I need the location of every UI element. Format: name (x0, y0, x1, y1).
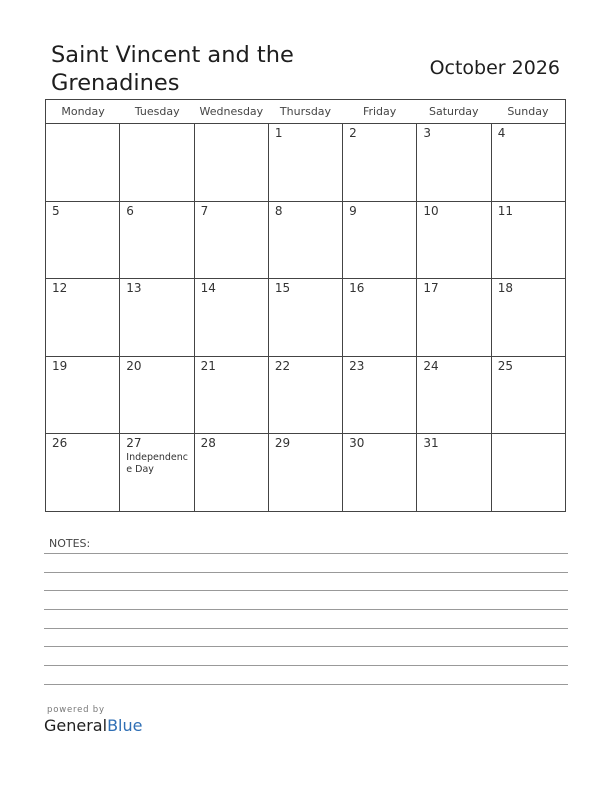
day-number: 31 (423, 436, 439, 450)
day-number: 15 (274, 281, 291, 295)
day-cell (417, 279, 491, 356)
day-cell (492, 434, 565, 512)
day-cell (269, 279, 343, 356)
day-number: 19 (52, 358, 68, 373)
day-number: 21 (200, 358, 216, 373)
day-cell (343, 434, 417, 512)
week-row (46, 357, 565, 435)
day-number: 5 (52, 203, 60, 218)
day-number: 10 (423, 203, 439, 218)
generalblue-logo[interactable] (44, 716, 142, 736)
week-row (46, 279, 565, 357)
day-number: 13 (126, 281, 142, 295)
brand-blue: Blue (107, 716, 143, 735)
month-label: October 2026 (429, 57, 560, 79)
day-number: 30 (349, 436, 365, 450)
day-number: 28 (200, 436, 216, 450)
note-line (44, 665, 568, 666)
weekday-thursday: Thursday (279, 105, 332, 118)
day-cell (269, 202, 343, 279)
weekday-saturday: Saturday (428, 105, 479, 118)
day-cell (195, 124, 269, 201)
note-line (44, 684, 568, 685)
day-cell (269, 434, 343, 512)
day-cell (120, 434, 194, 512)
day-cell (46, 124, 120, 201)
day-cell (195, 357, 269, 434)
day-cell (120, 357, 194, 434)
day-cell (46, 279, 120, 356)
day-cell (492, 357, 565, 434)
day-cell (46, 202, 120, 279)
day-cell (343, 202, 417, 279)
day-cell (417, 434, 491, 512)
powered-by-label: powered by (47, 705, 105, 715)
note-line (44, 646, 568, 647)
day-number: 25 (497, 358, 513, 373)
day-number: 24 (423, 358, 439, 373)
day-cell (195, 202, 269, 279)
day-number: 8 (274, 203, 283, 218)
day-cell (46, 357, 120, 434)
day-cell (343, 124, 417, 201)
week-row (46, 202, 565, 280)
weekday-tuesday: Tuesday (134, 105, 180, 118)
weekday-sunday: Sunday (507, 105, 549, 118)
day-number: 14 (200, 281, 216, 295)
notes-label: NOTES: (49, 537, 91, 550)
day-number: 12 (52, 281, 68, 295)
note-line (44, 553, 568, 554)
note-line (44, 572, 568, 573)
day-cell (195, 279, 269, 356)
day-number: 18 (497, 281, 513, 295)
calendar-grid (45, 99, 566, 512)
weekday-monday: Monday (61, 105, 105, 118)
day-number: 9 (349, 203, 357, 218)
calendar-title: Saint Vincent and the Grenadines (51, 42, 294, 96)
day-cell (343, 357, 417, 434)
holiday-label: Independence Day (126, 452, 188, 475)
day-number: 16 (349, 281, 365, 295)
day-cell (120, 279, 194, 356)
week-row (46, 124, 565, 202)
day-number: 22 (274, 358, 291, 373)
brand-general: General (44, 716, 108, 735)
day-cell (417, 202, 491, 279)
day-number: 2 (349, 126, 357, 140)
note-line (44, 609, 568, 610)
day-cell (120, 202, 194, 279)
day-cell (417, 124, 491, 201)
weekday-wednesday: Wednesday (199, 105, 264, 118)
day-cell (269, 357, 343, 434)
day-number: 11 (497, 203, 513, 218)
day-cell (417, 357, 491, 434)
day-number: 1 (274, 126, 283, 140)
day-number: 23 (349, 358, 365, 373)
day-cell (269, 124, 343, 201)
day-number: 7 (200, 203, 209, 218)
day-number: 3 (423, 126, 432, 140)
day-cell (195, 434, 269, 512)
week-row (46, 434, 565, 512)
day-cell (46, 434, 120, 512)
day-number: 20 (126, 358, 142, 373)
day-number: 4 (497, 126, 506, 140)
day-number: 29 (274, 436, 291, 450)
day-number: 26 (52, 436, 68, 450)
weekday-friday: Friday (362, 105, 397, 118)
day-number: 17 (423, 281, 439, 295)
note-line (44, 590, 568, 591)
day-number: 6 (126, 203, 134, 218)
day-cell (120, 124, 194, 201)
day-cell (492, 279, 565, 356)
day-cell (492, 124, 565, 201)
note-line (44, 628, 568, 629)
weekday-header (46, 100, 565, 124)
day-number: 27 (126, 436, 142, 450)
day-cell (492, 202, 565, 279)
day-cell (343, 279, 417, 356)
